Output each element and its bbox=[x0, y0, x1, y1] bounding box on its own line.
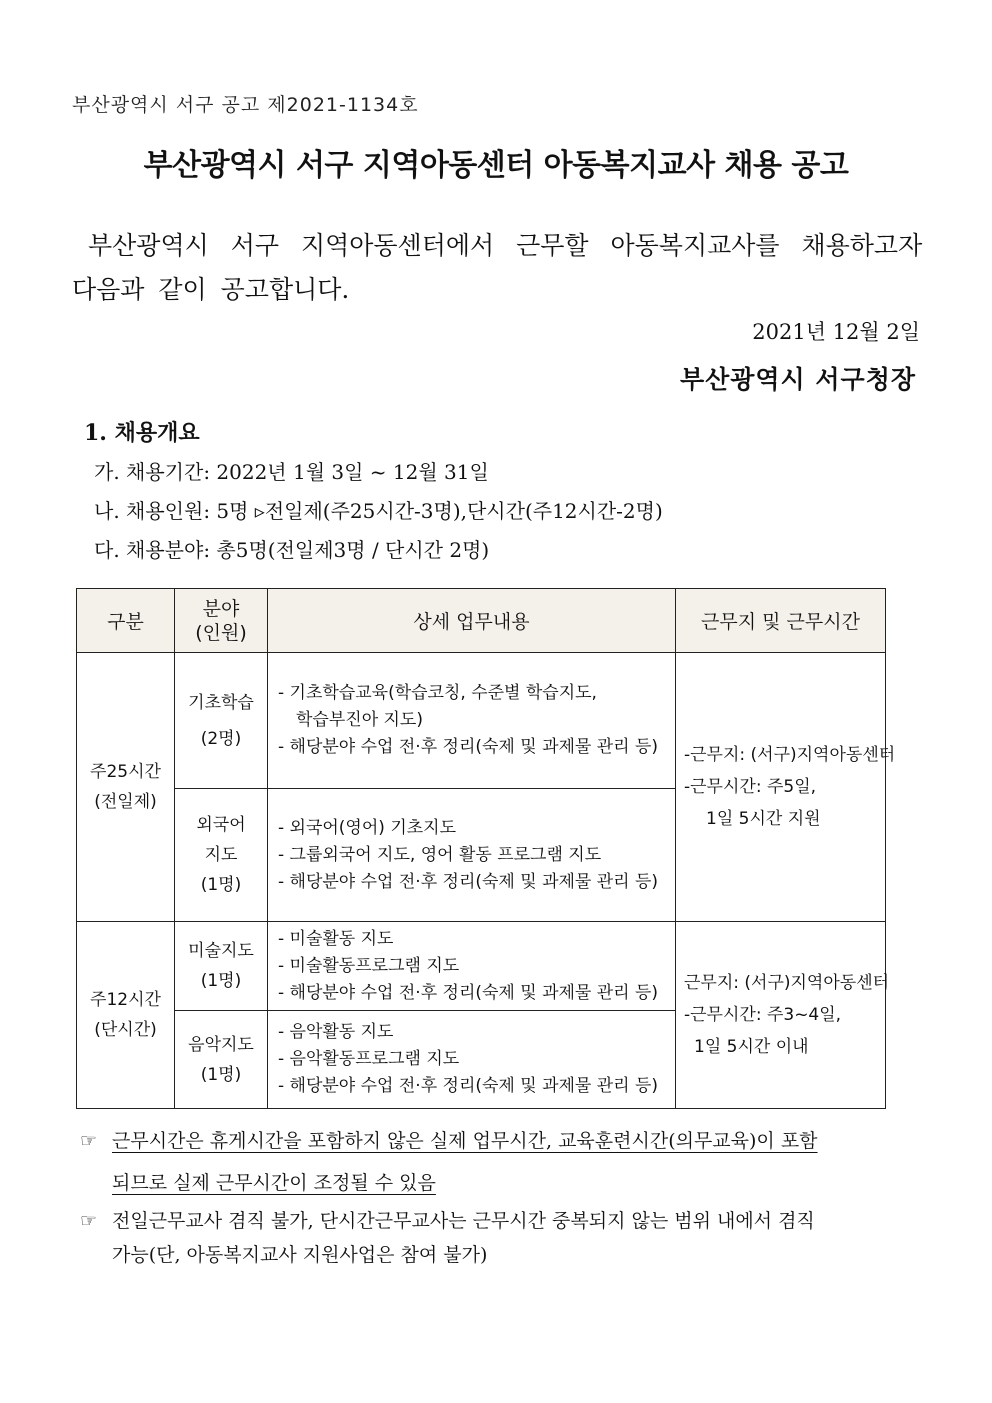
duties-cell bbox=[268, 653, 676, 789]
place-line: -근무지: (서구)지역아동센터 bbox=[684, 745, 896, 765]
duty-line: - 미술활동 지도 bbox=[278, 928, 394, 949]
header-field-line1: 분야 bbox=[202, 597, 240, 620]
field-cell bbox=[175, 789, 268, 922]
note-1-continued bbox=[112, 1168, 436, 1195]
header-field-line2: (인원) bbox=[195, 621, 247, 644]
place-line: -근무시간: 주5일, bbox=[684, 777, 817, 797]
recruit-headcount: 나. 채용인원: 5명 ▹전일제(주25시간-3명),단시간(주12시간-2명) bbox=[94, 499, 663, 523]
duties-cell bbox=[268, 1011, 676, 1109]
duty-line: - 음악활동프로그램 지도 bbox=[278, 1049, 460, 1069]
place-line: 1일 5시간 지원 bbox=[706, 809, 821, 829]
table-row bbox=[77, 653, 886, 789]
duty-line: - 외국어(영어) 기초지도 bbox=[278, 817, 457, 838]
duty-line: - 해당분야 수업 전·후 정리(숙제 및 과제물 관리 등) bbox=[278, 871, 659, 892]
duties-cell bbox=[268, 922, 676, 1011]
header-field bbox=[175, 589, 268, 653]
category-line1: 주25시간 bbox=[90, 762, 161, 782]
category-cell bbox=[77, 653, 175, 922]
note-1 bbox=[80, 1126, 818, 1153]
duty-line: - 해당분야 수업 전·후 정리(숙제 및 과제물 관리 등) bbox=[278, 737, 659, 757]
document-number: 부산광역시 서구 공고 제2021-1134호 bbox=[72, 94, 419, 116]
duty-line: - 미술활동프로그램 지도 bbox=[278, 955, 460, 976]
pointing-hand-icon: ☞ bbox=[80, 1210, 98, 1232]
note-2 bbox=[80, 1206, 815, 1233]
note-2-line1: 전일근무교사 겸직 불가, 단시간근무교사는 근무시간 중복되지 않는 범위 내에서 겸직 bbox=[112, 1210, 815, 1232]
field-line1: 음악지도 bbox=[188, 1034, 254, 1055]
place-cell bbox=[676, 922, 890, 1109]
header-category: 구분 bbox=[77, 589, 175, 653]
duty-line: 학습부진아 지도) bbox=[296, 710, 423, 730]
header-duties: 상세 업무내용 bbox=[268, 589, 676, 653]
intro-line-1: 부산광역시 서구 지역아동센터에서 근무할 아동복지교사를 채용하고자 bbox=[88, 231, 923, 260]
table-row bbox=[77, 922, 886, 1011]
place-line: -근무시간: 주3~4일, bbox=[684, 1005, 842, 1025]
field-cell bbox=[175, 922, 268, 1011]
category-cell bbox=[77, 922, 175, 1109]
place-line: 근무지: (서구)지역아동센터 bbox=[684, 973, 890, 993]
field-line2: (1명) bbox=[200, 971, 242, 991]
duty-line: - 기초학습교육(학습코칭, 수준별 학습지도, bbox=[278, 683, 597, 703]
place-cell bbox=[676, 653, 896, 922]
section-heading: 1. 채용개요 bbox=[84, 420, 200, 446]
duties-cell bbox=[268, 789, 676, 922]
recruit-field: 다. 채용분야: 총5명(전일제3명 / 단시간 2명) bbox=[94, 538, 490, 562]
table-header-row bbox=[77, 589, 886, 653]
field-line1: 외국어 bbox=[196, 815, 246, 835]
field-cell bbox=[175, 653, 268, 789]
document-title: 부산광역시 서구 지역아동센터 아동복지교사 채용 공고 bbox=[143, 148, 849, 183]
duty-line: - 해당분야 수업 전·후 정리(숙제 및 과제물 관리 등) bbox=[278, 1076, 659, 1096]
header-place: 근무지 및 근무시간 bbox=[676, 589, 886, 653]
pointing-hand-icon: ☞ bbox=[80, 1130, 98, 1152]
field-line1: 기초학습 bbox=[188, 692, 254, 713]
intro-line-2: 다음과 같이 공고합니다. bbox=[72, 275, 350, 304]
duty-line: - 해당분야 수업 전·후 정리(숙제 및 과제물 관리 등) bbox=[278, 982, 659, 1003]
note-2-line2: 가능(단, 아동복지교사 지원사업은 참여 불가) bbox=[112, 1244, 488, 1266]
category-line2: (전일제) bbox=[94, 792, 157, 812]
category-line2: (단시간) bbox=[94, 1020, 157, 1040]
duty-line: - 그룹외국어 지도, 영어 활동 프로그램 지도 bbox=[278, 844, 602, 865]
field-cell bbox=[175, 1011, 268, 1109]
field-line2: 지도 bbox=[204, 845, 238, 865]
issuer: 부산광역시 서구청장 bbox=[679, 365, 916, 394]
field-line2: (1명) bbox=[200, 1064, 242, 1085]
job-table bbox=[76, 588, 896, 1109]
field-line2: (2명) bbox=[200, 728, 242, 749]
place-line: 1일 5시간 이내 bbox=[694, 1037, 809, 1057]
note-1-line1: 근무시간은 휴게시간을 포함하지 않은 실제 업무시간, 교육훈련시간(의무교육)이 포함 bbox=[112, 1130, 818, 1152]
duty-line: - 음악활동 지도 bbox=[278, 1022, 394, 1042]
issue-date: 2021년 12월 2일 bbox=[752, 320, 920, 344]
note-1-line2: 되므로 실제 근무시간이 조정될 수 있음 bbox=[112, 1172, 436, 1194]
recruit-period: 가. 채용기간: 2022년 1월 3일 ~ 12월 31일 bbox=[94, 460, 489, 484]
field-line3: (1명) bbox=[200, 875, 242, 895]
field-line1: 미술지도 bbox=[188, 941, 254, 961]
note-2-continued bbox=[112, 1240, 487, 1267]
category-line1: 주12시간 bbox=[90, 990, 161, 1010]
